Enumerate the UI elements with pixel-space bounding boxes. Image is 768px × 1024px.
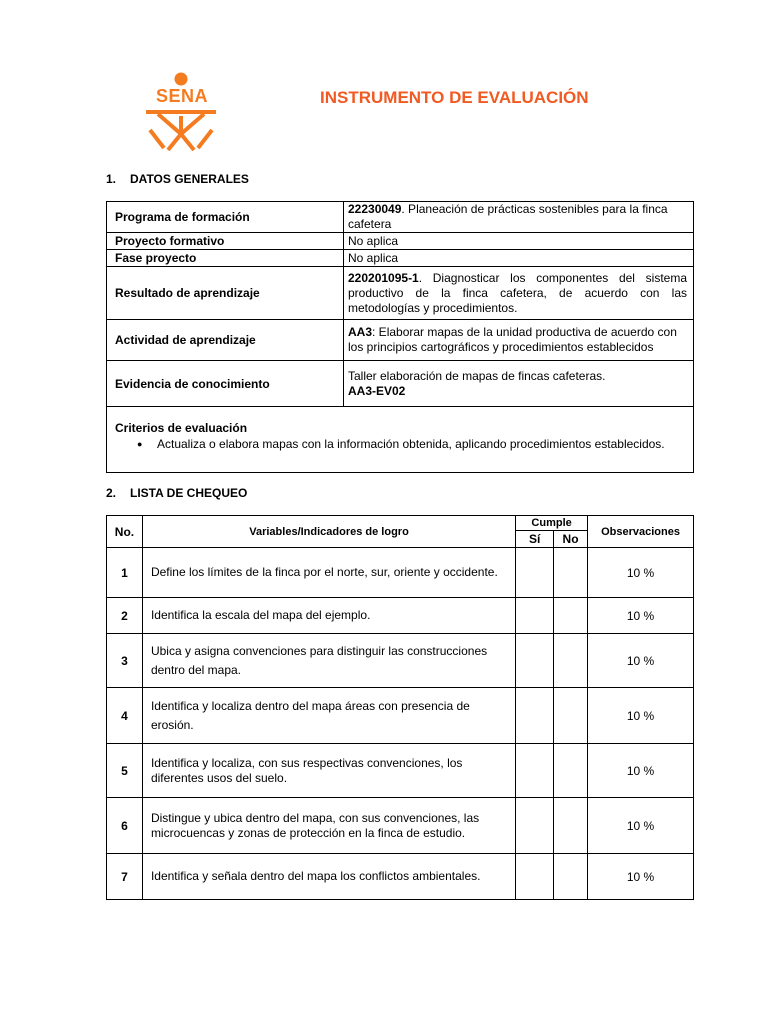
si-checkbox-cell[interactable]	[516, 688, 554, 744]
program-code: 22230049	[348, 202, 402, 216]
table-row	[107, 267, 694, 320]
no-checkbox-cell[interactable]	[554, 548, 588, 598]
section-heading-lista-chequeo	[106, 486, 247, 500]
no-checkbox-cell[interactable]	[554, 634, 588, 688]
result-code: 220201095-1	[348, 270, 419, 285]
result-text: . Diagnosticar los componentes del sistema productivo de la finca cafetera, de acuerdo con las metodologías y procedimientos.	[348, 270, 687, 315]
checklist-table	[106, 515, 694, 900]
bullet-icon: ●	[137, 439, 143, 449]
field-label: Fase proyecto	[107, 250, 344, 267]
table-row	[107, 634, 694, 688]
table-row	[107, 202, 694, 233]
section-title: LISTA DE CHEQUEO	[130, 486, 248, 500]
si-checkbox-cell[interactable]	[516, 548, 554, 598]
indicator-text: Identifica y localiza, con sus respectivas convenciones, los diferentes usos del suelo.	[142, 744, 515, 798]
field-label: Resultado de aprendizaje	[107, 267, 344, 320]
table-row	[107, 407, 694, 473]
observation-value: 10 %	[588, 798, 694, 854]
column-header-no-cumple: No	[554, 531, 588, 548]
row-number: 1	[107, 548, 143, 598]
observation-value: 10 %	[588, 598, 694, 634]
no-checkbox-cell[interactable]	[554, 688, 588, 744]
row-number: 5	[107, 744, 143, 798]
no-checkbox-cell[interactable]	[554, 598, 588, 634]
si-checkbox-cell[interactable]	[516, 798, 554, 854]
activity-text: : Elaborar mapas de la unidad productiva de acuerdo con los principios cartográficos y procedimientos establecidos	[348, 325, 677, 354]
field-value	[344, 320, 694, 361]
si-checkbox-cell[interactable]	[516, 854, 554, 900]
si-checkbox-cell[interactable]	[516, 598, 554, 634]
table-row	[107, 233, 694, 250]
si-checkbox-cell[interactable]	[516, 744, 554, 798]
column-header-cumple: Cumple	[516, 516, 588, 531]
field-value: No aplica	[344, 250, 694, 267]
table-row	[107, 598, 694, 634]
criteria-text: Actualiza o elabora mapas con la información obtenida, aplicando procedimientos establecidos.	[157, 437, 665, 451]
no-checkbox-cell[interactable]	[554, 744, 588, 798]
observation-value: 10 %	[588, 548, 694, 598]
indicator-text: Identifica la escala del mapa del ejemplo.	[142, 598, 515, 634]
column-header-si: Sí	[516, 531, 554, 548]
no-checkbox-cell[interactable]	[554, 854, 588, 900]
table-header-row	[107, 516, 694, 531]
table-row	[107, 798, 694, 854]
row-number: 7	[107, 854, 143, 900]
section-heading-datos-generales	[106, 172, 249, 186]
table-row	[107, 548, 694, 598]
section-title: DATOS GENERALES	[130, 172, 249, 186]
field-label: Programa de formación	[107, 202, 344, 233]
row-number: 6	[107, 798, 143, 854]
table-row	[107, 250, 694, 267]
table-row	[107, 361, 694, 407]
indicator-text: Define los límites de la finca por el norte, sur, oriente y occidente.	[142, 548, 515, 598]
field-value	[344, 202, 694, 233]
program-name: . Planeación de prácticas sostenibles para la finca cafetera	[348, 202, 668, 231]
row-number: 3	[107, 634, 143, 688]
observation-value: 10 %	[588, 688, 694, 744]
column-header-observaciones: Observaciones	[588, 516, 694, 548]
evidence-text: Taller elaboración de mapas de fincas cafeteras.	[348, 368, 606, 383]
field-label: Proyecto formativo	[107, 233, 344, 250]
table-row	[107, 854, 694, 900]
section-number: 2.	[106, 486, 117, 500]
sena-logo-icon	[140, 72, 222, 152]
field-value	[344, 267, 694, 320]
indicator-text: Distingue y ubica dentro del mapa, con sus convenciones, las microcuencas y zonas de protección en la finca de estudio.	[142, 798, 515, 854]
activity-code: AA3	[348, 325, 373, 339]
table-row	[107, 688, 694, 744]
general-data-table	[106, 201, 694, 473]
field-label: Evidencia de conocimiento	[107, 361, 344, 407]
indicator-text: Ubica y asigna convenciones para distinguir las construcciones dentro del mapa.	[142, 634, 515, 688]
evidence-code: AA3-EV02	[348, 383, 406, 398]
row-number: 4	[107, 688, 143, 744]
observation-value: 10 %	[588, 634, 694, 688]
field-label: Actividad de aprendizaje	[107, 320, 344, 361]
observation-value: 10 %	[588, 854, 694, 900]
criteria-title: Criterios de evaluación	[115, 421, 248, 435]
criteria-cell	[107, 407, 694, 473]
column-header-variables: Variables/Indicadores de logro	[142, 516, 515, 548]
si-checkbox-cell[interactable]	[516, 634, 554, 688]
observation-value: 10 %	[588, 744, 694, 798]
field-value: No aplica	[344, 233, 694, 250]
logo-wordmark: SENA	[155, 86, 208, 106]
section-number: 1.	[106, 172, 117, 186]
indicator-text: Identifica y localiza dentro del mapa áreas con presencia de erosión.	[142, 688, 515, 744]
column-header-no: No.	[107, 516, 143, 548]
page-title: INSTRUMENTO DE EVALUACIÓN	[320, 88, 589, 107]
row-number: 2	[107, 598, 143, 634]
table-row	[107, 320, 694, 361]
list-item	[137, 437, 693, 451]
no-checkbox-cell[interactable]	[554, 798, 588, 854]
field-value	[344, 361, 694, 407]
indicator-text: Identifica y señala dentro del mapa los conflictos ambientales.	[142, 854, 515, 900]
table-row	[107, 744, 694, 798]
